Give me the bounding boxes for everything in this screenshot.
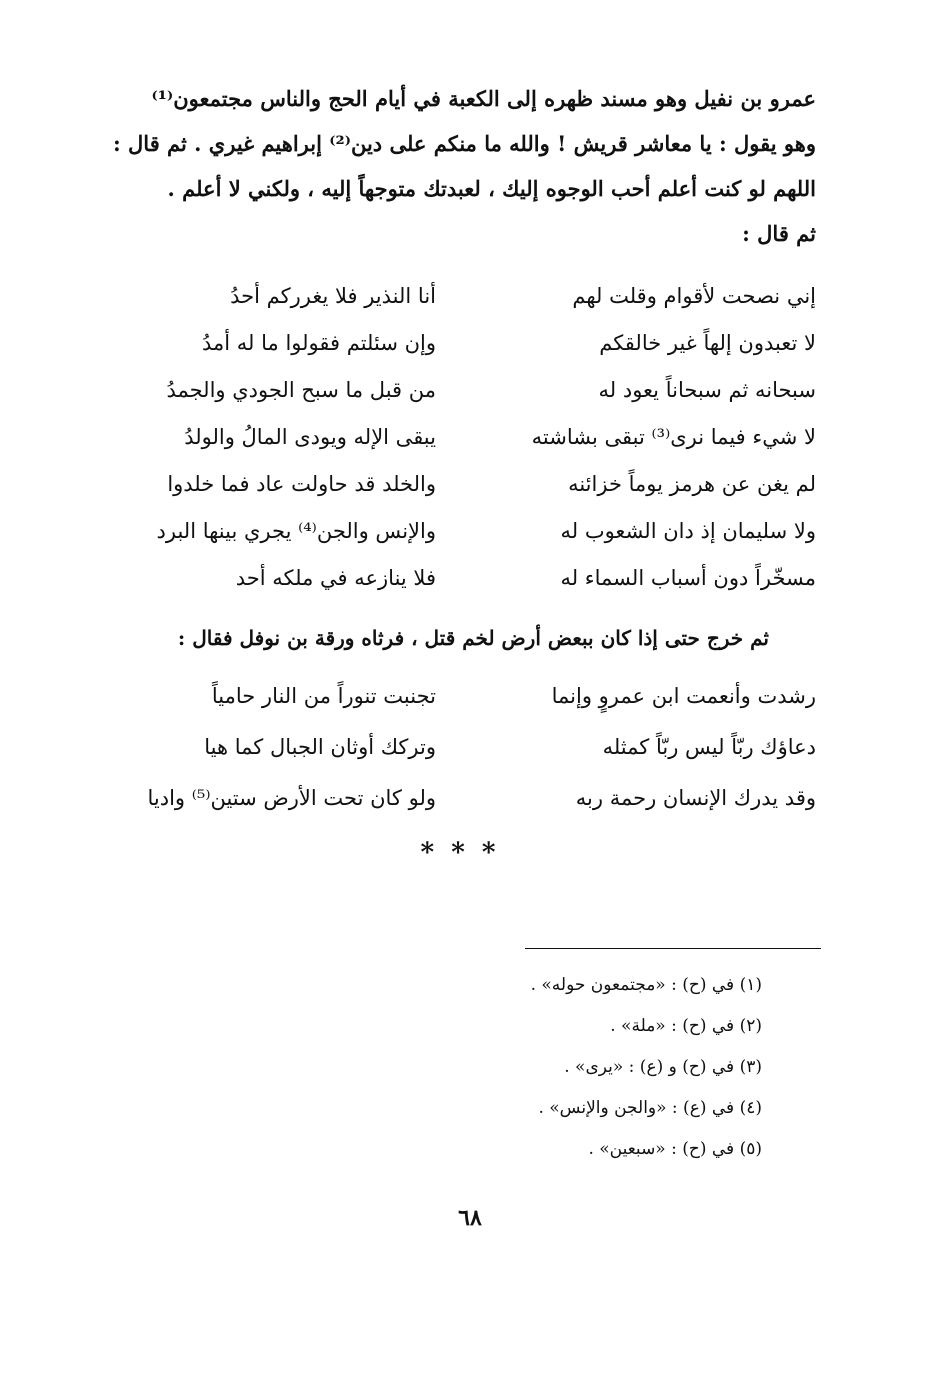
footnote: (٢) في (ح) : «ملة» . [610, 1016, 762, 1036]
poem-elegy [116, 676, 816, 829]
verse [116, 464, 816, 511]
verse [116, 727, 816, 778]
poem-first [116, 276, 816, 605]
verse-first-hemistich: مسخّراً دون أسباب السماء له [560, 566, 816, 590]
verse-second-hemistich: وإن سئلتم فقولوا ما له أمدُ [202, 331, 436, 355]
verse-first-hemistich: وقد يدرك الإنسان رحمة ربه [575, 786, 816, 810]
verse-second-hemistich: من قبل ما سبح الجودي والجمدُ [166, 378, 436, 402]
verse-second-hemistich: فلا ينازعه في ملكه أحد [235, 566, 436, 590]
verse-first-hemistich: لا تعبدون إلهاً غير خالقكم [599, 331, 816, 355]
prose-line: اللهم لو كنت أعلم أحب الوجوه إليك ، لعبدتك متوجهاً إليه ، ولكني لا أعلم . [167, 176, 816, 201]
verse-first-hemistich: لا شيء فيما نرى⁽³⁾ تبقى بشاشته [531, 425, 816, 449]
verse-first-hemistich: ولا سليمان إذ دان الشعوب له [560, 519, 816, 543]
verse [116, 417, 816, 464]
footnote: (٤) في (ع) : «والجن والإنس» . [538, 1098, 762, 1118]
verse [116, 323, 816, 370]
verse [116, 276, 816, 323]
verse-second-hemistich: ولو كان تحت الأرض ستين⁽⁵⁾ واديا [147, 786, 436, 810]
footnotes [362, 965, 762, 1170]
transition-line: ثم خرج حتى إذا كان ببعض أرض لخم قتل ، فرثاه ورقة بن نوفل فقال : [177, 626, 769, 650]
verse [116, 370, 816, 417]
verse-second-hemistich: تجنبت تنوراً من النار حامياً [211, 684, 436, 708]
verse [116, 558, 816, 605]
verse-second-hemistich: والخلد قد حاولت عاد فما خلدوا [167, 472, 436, 496]
footnote-divider [525, 948, 821, 949]
verse-first-hemistich: لم يغن عن هرمز يوماً خزائنه [568, 472, 816, 496]
verse [116, 511, 816, 558]
verse-first-hemistich: إني نصحت لأقوام وقلت لهم [572, 284, 816, 308]
section-separator: * * * [420, 838, 500, 868]
footnote: (٥) في (ح) : «سبعين» . [588, 1139, 762, 1159]
footnote: (٣) في (ح) و (ع) : «يرى» . [564, 1057, 762, 1077]
prose-line: عمرو بن نفيل وهو مسند ظهره إلى الكعبة في أيام الحج والناس مجتمعون⁽¹⁾ [151, 86, 816, 111]
prose-line: وهو يقول : يا معاشر قريش ! والله ما منكم على دين⁽²⁾ إبراهيم غيري . ثم قال : [112, 131, 816, 156]
prose-line: ثم قال : [742, 221, 816, 246]
verse [116, 778, 816, 829]
prose-block [112, 76, 816, 256]
verse-second-hemistich: والإنس والجن⁽⁴⁾ يجري بينها البرد [156, 519, 436, 543]
verse-first-hemistich: سبحانه ثم سبحاناً يعود له [598, 378, 816, 402]
verse-second-hemistich: أنا النذير فلا يغرركم أحدُ [230, 284, 436, 308]
verse-second-hemistich: يبقى الإله ويودى المالُ والولدُ [184, 425, 436, 449]
verse-first-hemistich: رشدت وأنعمت ابن عمروٍ وإنما [551, 684, 816, 708]
footnote: (١) في (ح) : «مجتمعون حوله» . [530, 975, 762, 995]
verse [116, 676, 816, 727]
verse-first-hemistich: دعاؤك ربّاً ليس ربّاً كمثله [602, 735, 816, 759]
verse-second-hemistich: وتركك أوثان الجبال كما هيا [204, 735, 436, 759]
page-number: ٦٨ [458, 1205, 482, 1231]
